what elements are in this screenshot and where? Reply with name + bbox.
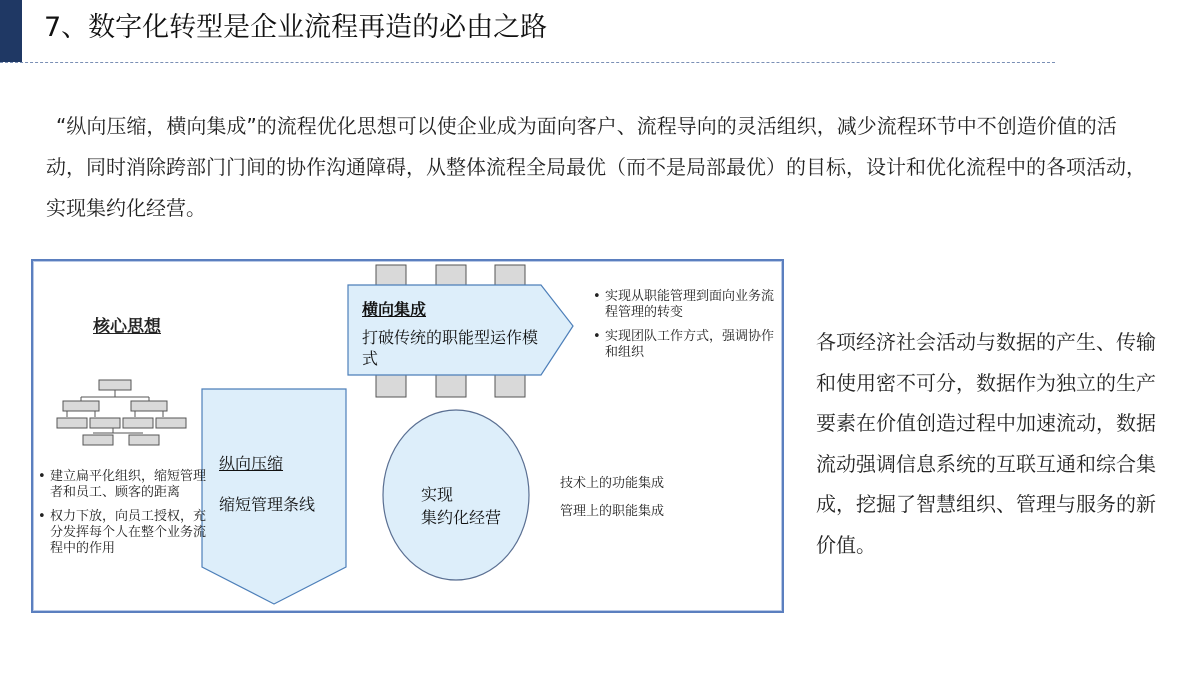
- title-accent-bar: [0, 0, 22, 62]
- center-label-line1: 实现: [421, 485, 454, 504]
- integration-note: 技术上的功能集成: [560, 476, 665, 491]
- org-chart-icon: [57, 380, 186, 445]
- horizontal-bullet-list: [593, 289, 778, 369]
- page-title: 7、数字化转型是企业流程再造的必由之路: [44, 12, 548, 43]
- center-circle: [383, 410, 529, 580]
- title-divider: [0, 62, 1055, 63]
- horizontal-integration-title: 横向集成: [362, 300, 427, 319]
- intro-paragraph: “纵向压缩，横向集成”的流程优化思想可以使企业成为面向客户、流程导向的灵活组织，减少流程环节中不创造价值的活动，同时消除跨部门门间的协作沟通障碍，从整体流程全局最优（而不是局部最优）的目标，设计和优化流程中的各项活动，实现集约化经营。: [46, 114, 1146, 220]
- core-bullet: • 建立扁平化组织，缩短管理者和员工、顾客的距离: [38, 469, 208, 501]
- vertical-compression-desc: 缩短管理条线: [219, 495, 316, 514]
- core-idea-title: 核心思想: [93, 317, 161, 337]
- core-bullet-list: [38, 469, 208, 565]
- process-diagram: [31, 259, 784, 613]
- vertical-compression-title: 纵向压缩: [219, 454, 284, 473]
- horizontal-integration-desc: 打破传统的职能型运作模式: [362, 328, 539, 368]
- core-bullet: • 权力下放，向员工授权，充分发挥每个人在整个业务流程中的作用: [38, 509, 208, 557]
- center-label-line2: 集约化经营: [421, 508, 502, 527]
- horizontal-bullet: • 实现团队工作方式，强调协作和组织: [593, 329, 778, 361]
- horizontal-bullet: • 实现从职能管理到面向业务流程管理的转变: [593, 289, 778, 321]
- integration-note: 管理上的职能集成: [560, 504, 665, 519]
- side-paragraph: 各项经济社会活动与数据的产生、传输和使用密不可分，数据作为独立的生产要素在价值创造过程中加速流动，数据流动强调信息系统的互联互通和综合集成，挖掘了智慧组织、管理与服务的新价值。: [816, 330, 1156, 557]
